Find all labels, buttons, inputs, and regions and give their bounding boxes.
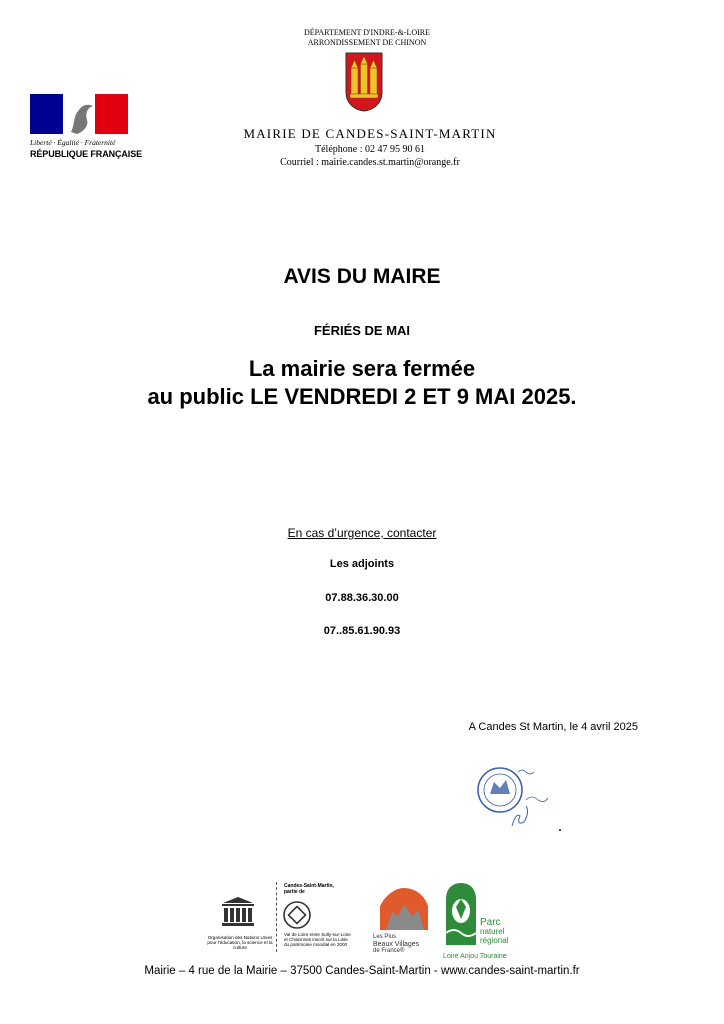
notice-subtitle: FÉRIÉS DE MAI	[313, 323, 411, 338]
republic-motto: Liberté · Égalité · Fraternité	[30, 138, 116, 147]
urgence-label: En cas d’urgence, contacter	[287, 526, 437, 540]
arrondissement-line: ARRONDISSEMENT DE CHINON	[307, 38, 427, 47]
parc-naturel-logo-icon	[442, 881, 480, 951]
republic-name: RÉPUBLIQUE FRANÇAISE	[30, 149, 143, 159]
notice-line-1: La mairie sera fermée	[248, 356, 476, 381]
pbv-line-3: de France®	[373, 948, 405, 954]
official-stamp-icon	[470, 764, 570, 834]
logo-divider	[276, 882, 277, 952]
notice-title: AVIS DU MAIRE	[283, 265, 441, 288]
unesco-caption: Organisation des Nations Unies pour l'éducation, la science et la culture	[207, 935, 273, 951]
mairie-name: MAIRIE DE CANDES-SAINT-MARTIN	[243, 126, 497, 141]
world-heritage-emblem-icon	[282, 900, 312, 930]
adjoint-phone-1: 07.88.36.30.00	[325, 592, 399, 604]
notice-line-2: au public LE VENDREDI 2 ET 9 MAI 2025.	[147, 384, 577, 409]
department-header	[267, 28, 467, 48]
pnr-line-3: régional	[480, 936, 509, 945]
pnr-caption	[480, 918, 508, 945]
marianne-logo	[30, 94, 143, 159]
pbv-line-1: Les Plus	[373, 934, 397, 940]
place-date: A Candes St Martin, le 4 avril 2025	[468, 721, 638, 733]
pnr-subtitle: Loire Anjou Touraine	[443, 953, 507, 960]
plus-beaux-villages-logo-icon	[378, 886, 430, 930]
footer-address: Mairie – 4 rue de la Mairie – 37500 Candes-Saint-Martin - www.candes-saint-martin.fr	[144, 965, 580, 977]
whs-heading: Candes-Saint-Martin, partie de	[284, 883, 335, 895]
french-flag-icon	[30, 94, 128, 134]
coat-of-arms-icon	[345, 52, 383, 112]
pnr-line-2: naturel	[480, 927, 505, 936]
pbv-line-2: Beaux Villages	[373, 941, 420, 948]
department-line: DÉPARTEMENT D'INDRE-&-LOIRE	[303, 28, 431, 37]
pbv-caption	[373, 934, 443, 955]
mairie-phone: Téléphone : 02 47 95 90 61	[315, 144, 425, 155]
adjoint-phone-2: 07..85.61.90.93	[323, 625, 401, 637]
whs-caption: Val de Loire entre Sully-sur-Loire et Chalonnes inscrit sur la Liste du patrimoine mondial en 2000	[284, 932, 351, 948]
adjoints-label: Les adjoints	[329, 558, 395, 570]
mairie-email: Courriel : mairie.candes.st.martin@orange.fr	[280, 157, 460, 168]
pnr-line-1: Parc	[480, 917, 501, 928]
